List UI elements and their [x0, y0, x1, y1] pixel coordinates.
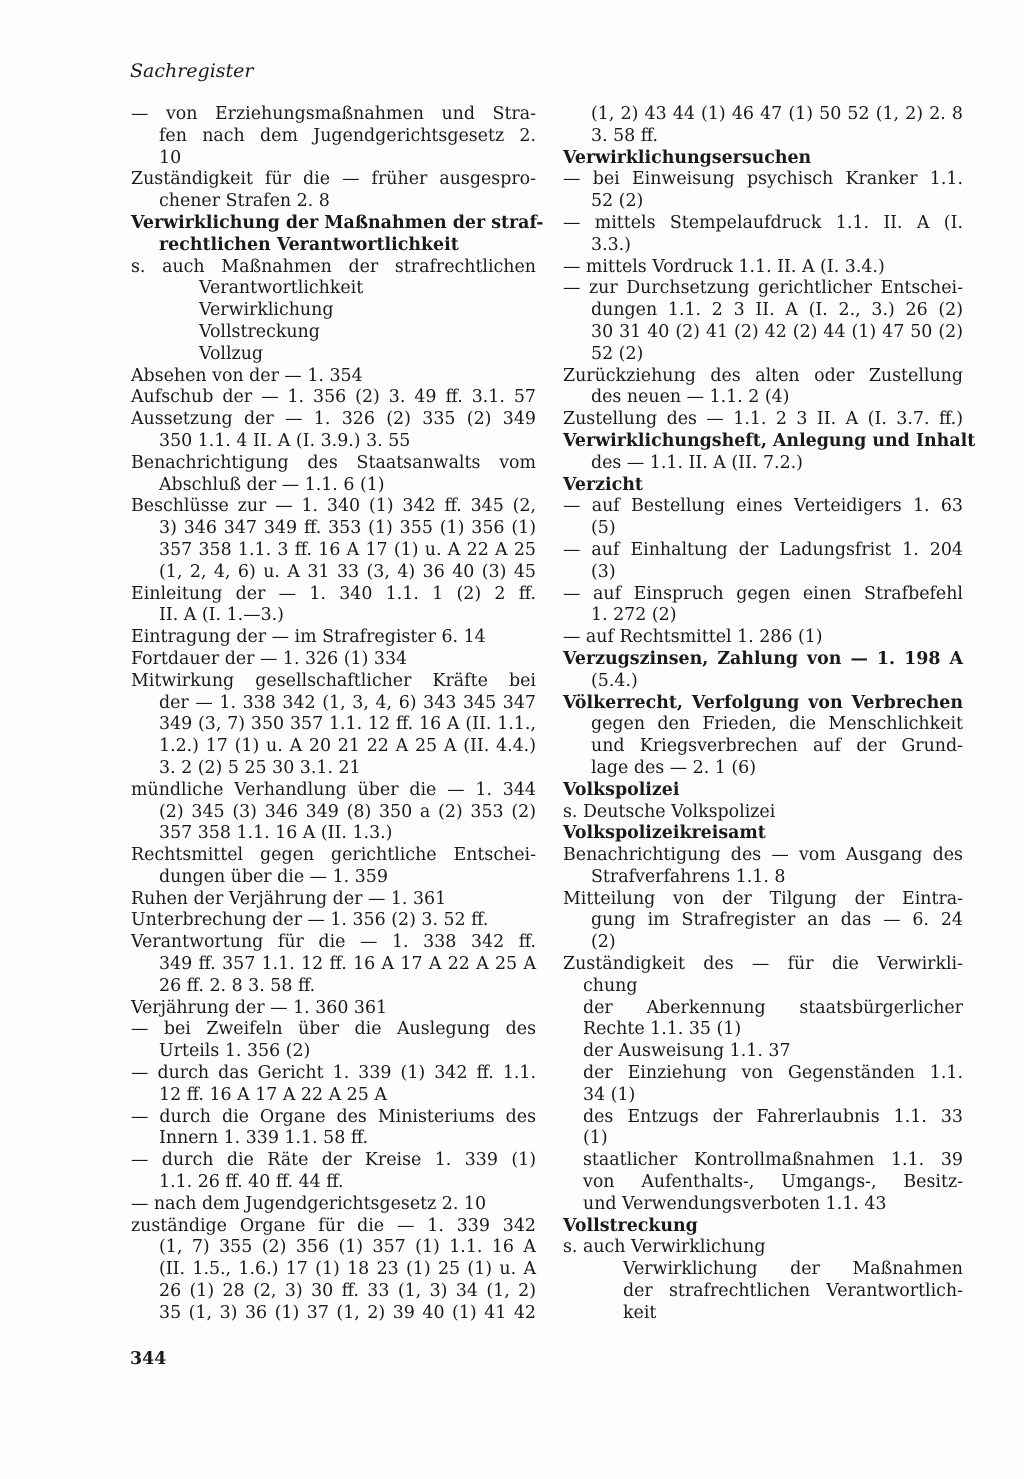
index-heading: Verwirklichung der Maßnahmen der straf-	[131, 212, 544, 233]
index-line: Verjährung der — 1. 360 361	[131, 997, 388, 1018]
index-line: 3.3.)	[591, 234, 631, 255]
index-line: (II. 1.5., 1.6.) 17 (1) 18 23 (1) 25 (1) u. A	[159, 1259, 536, 1280]
index-line: — von Erziehungsmaßnahmen und Stra-	[131, 104, 536, 124]
index-line: Einleitung der — 1. 340 1.1. 1 (2) 2 ff.	[131, 583, 536, 604]
index-line: 34 (1)	[583, 1084, 636, 1105]
index-line: s. auch Verwirklichung	[563, 1237, 766, 1258]
index-line: — durch das Gericht 1. 339 (1) 342 ff. 1.1.	[131, 1063, 536, 1084]
index-line: fen nach dem Jugendgerichtsgesetz 2.	[159, 125, 536, 146]
index-line: Vollzug	[199, 343, 264, 364]
index-line: Ruhen der Verjährung der — 1. 361	[131, 888, 447, 909]
index-column-left	[131, 104, 544, 1325]
index-line: 357 358 1.1. 16 A (II. 1.3.)	[159, 823, 393, 844]
index-line: 357 358 1.1. 3 ff. 16 A 17 (1) u. A 22 A 25	[159, 539, 536, 560]
index-heading: Verzugszinsen, Zahlung von — 1. 198 A	[563, 648, 963, 669]
index-line: gegen den Frieden, die Menschlichkeit	[591, 714, 963, 735]
index-line: Urteils 1. 356 (2)	[159, 1041, 311, 1062]
index-line: 10	[159, 147, 182, 168]
index-line: — bei Einweisung psychisch Kranker 1.1.	[563, 169, 963, 190]
index-line: der strafrechtlichen Verantwortlich-	[623, 1281, 963, 1302]
index-line: Zuständigkeit des — für die Verwirkli-	[563, 954, 963, 975]
index-line: 349 ff. 357 1.1. 12 ff. 16 A 17 A 22 A 25 A	[159, 954, 536, 975]
index-line: zuständige Organe für die — 1. 339 342	[131, 1215, 536, 1236]
index-line: Aussetzung der — 1. 326 (2) 335 (2) 349	[131, 409, 536, 430]
index-line: Zurückziehung des alten oder Zustellung	[563, 365, 963, 386]
index-line: — durch die Organe des Ministeriums des	[131, 1106, 536, 1127]
index-line: Rechte 1.1. 35 (1)	[583, 1019, 742, 1040]
index-line: — auf Bestellung eines Verteidigers 1. 63	[563, 496, 963, 517]
index-line: (3)	[591, 561, 616, 582]
index-line: Unterbrechung der — 1. 356 (2) 3. 52 ff.	[131, 910, 489, 931]
index-line: der Ausweisung 1.1. 37	[583, 1041, 791, 1062]
index-line: (5.4.)	[591, 670, 638, 691]
index-line: gung im Strafregister an das — 6. 24	[591, 910, 963, 931]
index-heading: Verwirklichungsersuchen	[563, 147, 812, 168]
index-line: — auf Einhaltung der Ladungsfrist 1. 204	[563, 539, 963, 560]
index-line: II. A (I. 1.—3.)	[159, 605, 284, 626]
index-heading: rechtlichen Verantwortlichkeit	[159, 234, 459, 255]
index-heading: Volkspolizeikreisamt	[563, 823, 766, 844]
index-line: — zur Durchsetzung gerichtlicher Entschei-	[563, 278, 963, 299]
index-line: dungen über die — 1. 359	[159, 866, 388, 887]
index-line: (1, 7) 355 (2) 356 (1) 357 (1) 1.1. 16 A	[159, 1237, 536, 1258]
index-line: der Einziehung von Gegenständen 1.1.	[583, 1063, 963, 1084]
index-line: — durch die Räte der Kreise 1. 339 (1)	[131, 1150, 536, 1171]
index-line: 52 (2)	[591, 343, 644, 364]
page-number: 344	[130, 1349, 167, 1369]
index-line: des neuen — 1.1. 2 (4)	[591, 387, 790, 408]
index-line: (2)	[591, 932, 616, 953]
index-line: — bei Zweifeln über die Auslegung des	[131, 1019, 536, 1040]
index-line: 1.1. 26 ff. 40 ff. 44 ff.	[159, 1172, 344, 1193]
index-line: Beschlüsse zur — 1. 340 (1) 342 ff. 345 (2,	[131, 496, 536, 517]
index-line: 3. 58 ff.	[591, 125, 659, 146]
index-heading: Vollstreckung	[563, 1215, 698, 1236]
index-column-right	[563, 104, 976, 1325]
index-line: Benachrichtigung des — vom Ausgang des	[563, 845, 963, 866]
index-line: und Verwendungsverboten 1.1. 43	[583, 1193, 887, 1214]
index-line: Vollstreckung	[199, 321, 320, 342]
index-line: Verwirklichung	[199, 300, 334, 321]
index-line: der Aberkennung staatsbürgerlicher	[583, 997, 963, 1018]
index-line: Absehen von der — 1. 354	[131, 365, 363, 386]
index-heading: Völkerrecht, Verfolgung von Verbrechen	[563, 692, 963, 713]
index-heading: Verzicht	[563, 474, 643, 495]
index-line: 35 (1, 3) 36 (1) 37 (1, 2) 39 40 (1) 41 42	[159, 1302, 536, 1323]
index-line: Strafverfahrens 1.1. 8	[591, 866, 786, 887]
index-line: Verantwortung für die — 1. 338 342 ff.	[131, 932, 536, 953]
index-line: chener Strafen 2. 8	[159, 191, 330, 212]
index-line: (2) 345 (3) 346 349 (8) 350 a (2) 353 (2)	[159, 801, 536, 822]
index-line: Verantwortlichkeit	[199, 278, 364, 299]
index-line: (1, 2, 4, 6) u. A 31 33 (3, 4) 36 40 (3) 45	[159, 561, 536, 582]
index-heading: Volkspolizei	[563, 779, 680, 800]
index-line: 30 31 40 (2) 41 (2) 42 (2) 44 (1) 47 50 (2)	[591, 321, 963, 342]
index-line: 52 (2)	[591, 191, 644, 212]
index-line: — auf Rechtsmittel 1. 286 (1)	[563, 627, 823, 648]
index-line: s. Deutsche Volkspolizei	[563, 801, 776, 822]
index-line: 12 ff. 16 A 17 A 22 A 25 A	[159, 1084, 387, 1105]
index-line: Fortdauer der — 1. 326 (1) 334	[131, 648, 408, 669]
index-line: (5)	[591, 518, 616, 539]
index-line: von Aufenthalts-, Umgangs-, Besitz-	[583, 1172, 963, 1193]
index-line: Zustellung des — 1.1. 2 3 II. A (I. 3.7. ff.)	[563, 409, 963, 430]
index-line: Rechtsmittel gegen gerichtliche Entschei-	[131, 845, 536, 866]
index-line: Abschluß der — 1.1. 6 (1)	[159, 474, 385, 495]
index-line: 350 1.1. 4 II. A (I. 3.9.) 3. 55	[159, 430, 411, 451]
index-line: — mittels Vordruck 1.1. II. A (I. 3.4.)	[563, 256, 885, 277]
index-line: 3) 346 347 349 ff. 353 (1) 355 (1) 356 (1)	[159, 518, 536, 539]
index-line: s. auch Maßnahmen der strafrechtlichen	[131, 256, 536, 277]
index-line: (1, 2) 43 44 (1) 46 47 (1) 50 52 (1, 2) 2. 8	[591, 104, 963, 124]
index-line: Aufschub der — 1. 356 (2) 3. 49 ff. 3.1. 57	[131, 387, 536, 408]
index-line: 26 ff. 2. 8 3. 58 ff.	[159, 975, 316, 996]
index-line: Benachrichtigung des Staatsanwalts vom	[131, 452, 536, 473]
index-line: 1.2.) 17 (1) u. A 20 21 22 A 25 A (II. 4.4.)	[159, 736, 536, 757]
index-line: 1. 272 (2)	[591, 605, 677, 626]
index-line: staatlicher Kontrollmaßnahmen 1.1. 39	[583, 1150, 963, 1171]
index-line: des Entzugs der Fahrerlaubnis 1.1. 33	[583, 1106, 963, 1127]
index-line: Verwirklichung der Maßnahmen	[623, 1259, 963, 1280]
index-line: Innern 1. 339 1.1. 58 ff.	[159, 1128, 369, 1149]
index-line: 349 (3, 7) 350 357 1.1. 12 ff. 16 A (II. 1.1.,	[159, 714, 536, 735]
index-line: Mitteilung von der Tilgung der Eintra-	[563, 888, 963, 909]
index-line: 26 (1) 28 (2, 3) 30 ff. 33 (1, 3) 34 (1, 2)	[159, 1281, 536, 1302]
index-line: chung	[583, 975, 638, 996]
index-line: Mitwirkung gesellschaftlicher Kräfte bei	[131, 670, 536, 691]
index-line: des — 1.1. II. A (II. 7.2.)	[591, 452, 803, 473]
index-line: mündliche Verhandlung über die — 1. 344	[131, 779, 536, 800]
index-line: keit	[623, 1302, 657, 1323]
index-line: — mittels Stempelaufdruck 1.1. II. A (I.	[563, 212, 963, 233]
running-head: Sachregister	[130, 60, 254, 82]
index-line: dungen 1.1. 2 3 II. A (I. 2., 3.) 26 (2)	[591, 300, 963, 321]
index-line: der — 1. 338 342 (1, 3, 4, 6) 343 345 347	[159, 692, 536, 713]
index-line: — nach dem Jugendgerichtsgesetz 2. 10	[131, 1193, 487, 1214]
index-line: lage des — 2. 1 (6)	[591, 757, 757, 778]
index-line: — auf Einspruch gegen einen Strafbefehl	[563, 583, 963, 604]
index-line: 3. 2 (2) 5 25 30 3.1. 21	[159, 757, 361, 778]
index-heading: Verwirklichungsheft, Anlegung und Inhalt	[563, 430, 976, 451]
index-line: Zuständigkeit für die — früher ausgespro-	[131, 169, 536, 190]
index-line: und Kriegsverbrechen auf der Grund-	[591, 736, 963, 757]
index-line: (1)	[583, 1128, 608, 1149]
index-line: Eintragung der — im Strafregister 6. 14	[131, 627, 486, 648]
